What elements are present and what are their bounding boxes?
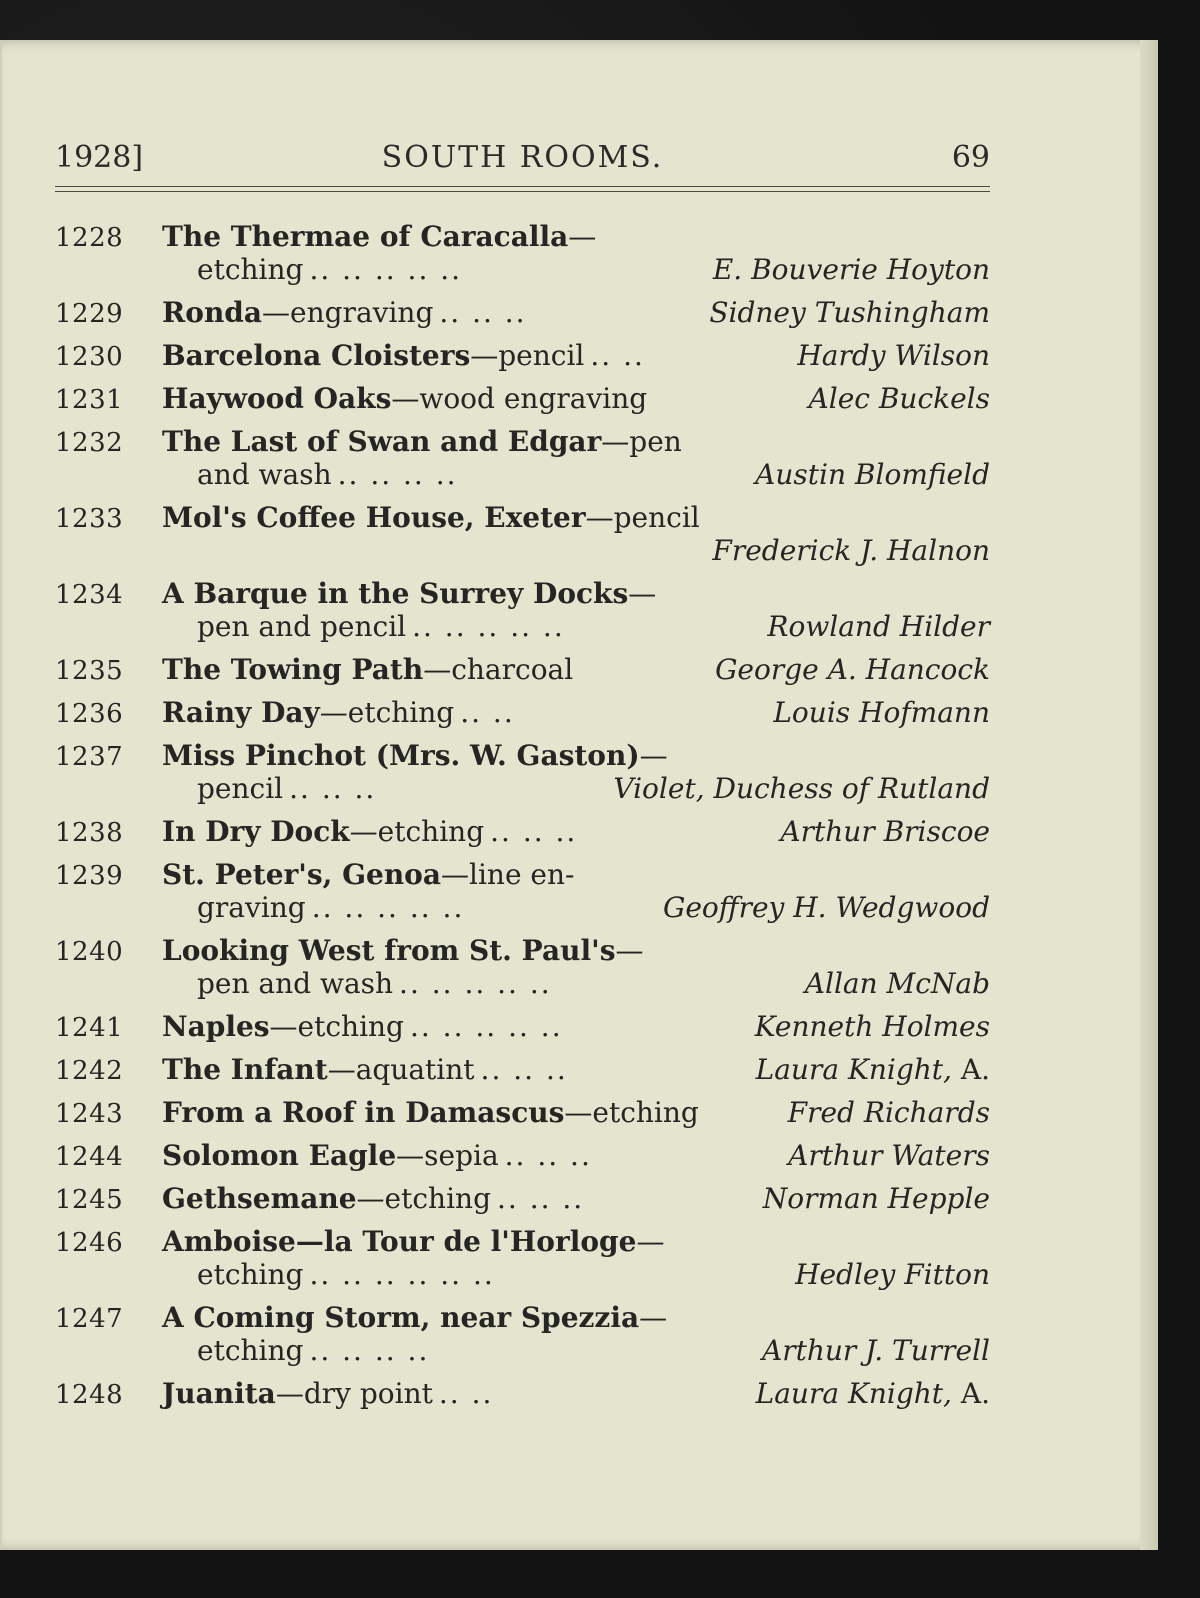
entry-medium: engraving [290,296,434,329]
entry-line [197,534,990,567]
artist-name: Geoffrey H. Wedgwood [662,891,990,924]
entry-title: The Infant [162,1053,328,1086]
entry-line [197,1334,990,1367]
leader-dots: .. .. [460,696,515,729]
artist-name: Austin Blomfield [755,458,990,491]
em-dash: — [423,653,452,686]
entry-line [162,1096,990,1129]
leader-dots: .. .. .. .. .. [311,891,465,924]
catalogue-entry [55,425,990,491]
em-dash: — [262,296,291,329]
artist-name: Norman Hepple [762,1182,990,1215]
entry-line [162,577,990,610]
entry-line [162,858,990,891]
entry-line [197,610,990,643]
header-title: SOUTH ROOMS. [381,140,664,175]
catalogue-list [55,220,990,1410]
entry-number: 1231 [55,385,124,415]
entry-artist [756,1377,990,1410]
catalogue-entry [55,696,990,729]
leader-dots: .. .. .. .. [309,1334,430,1367]
entry-number: 1235 [55,656,124,686]
artist-name: Arthur Briscoe [780,815,990,848]
entry-line [162,1301,990,1334]
entry-number: 1237 [55,742,124,772]
artist-name: Alec Buckels [808,382,990,415]
entry-number: 1247 [55,1304,124,1334]
leader-dots: .. .. .. [289,772,377,805]
entry-artist [663,891,990,924]
entry-line [162,339,990,372]
entry-line [197,253,990,286]
entry-line [197,891,990,924]
catalogue-entry [55,739,990,805]
artist-name: Hedley Fitton [795,1258,990,1291]
entry-number: 1239 [55,861,124,891]
entry-number: 1248 [55,1380,124,1410]
leader-dots: .. .. .. .. [337,458,458,491]
entry-medium: graving [197,891,306,924]
entry-line [162,382,990,415]
em-dash: — [470,339,499,372]
entry-medium-part: pen [629,425,682,458]
header-rule-top [55,186,990,187]
entry-title: Juanita [162,1377,276,1410]
em-dash: — [327,1053,356,1086]
em-dash: — [585,501,614,534]
catalogue-entry [55,296,990,329]
catalogue-entry [55,1053,990,1086]
entry-medium: pen and pencil [197,610,407,643]
catalogue-entry [55,382,990,415]
page-edge [1140,40,1158,1550]
running-header [55,140,990,180]
entry-medium: etching [197,1258,304,1291]
entry-artist [713,253,990,286]
em-dash: — [564,1096,593,1129]
entry-line [162,425,990,458]
entry-number: 1234 [55,580,124,610]
header-year: 1928] [55,140,144,175]
entry-medium: etching [384,1182,491,1215]
entry-number: 1246 [55,1228,124,1258]
entry-line [162,934,990,967]
entry-number: 1236 [55,699,124,729]
entry-medium: etching [592,1096,699,1129]
entry-title: In Dry Dock [162,815,350,848]
catalogue-entry [55,577,990,643]
entry-artist [762,1334,990,1367]
artist-name: Arthur Waters [788,1139,990,1172]
catalogue-entry [55,1182,990,1215]
artist-name: Laura Knight, [755,1377,952,1410]
entry-title: Rainy Day [162,696,320,729]
artist-name: E. Bouverie Hoyton [712,253,990,286]
entry-artist [805,967,990,1000]
entry-artist [613,772,990,805]
artist-name: Fred Richards [787,1096,990,1129]
artist-name: Sidney Tushingham [709,296,990,329]
entry-medium: etching [377,815,485,848]
catalogue-entry [55,858,990,924]
entry-artist [709,296,990,329]
entry-medium: pencil [498,339,585,372]
entry-medium: dry point [303,1377,433,1410]
entry-number: 1242 [55,1056,124,1086]
leader-dots [700,501,706,534]
leader-dots: .. .. .. [504,1139,592,1172]
em-dash: — [601,425,630,458]
entry-number: 1243 [55,1099,124,1129]
em-dash: — [441,858,470,891]
leader-dots: .. .. .. [480,1053,568,1086]
entry-line [162,220,990,253]
entry-number: 1233 [55,504,124,534]
leader-dots: .. .. [438,1377,494,1410]
artist-name: Arthur J. Turrell [761,1334,990,1367]
entry-title: Amboise—la Tour de l'Horloge [162,1225,637,1258]
catalogue-entry [55,1139,990,1172]
catalogue-entry [55,1377,990,1410]
entry-line [162,1010,990,1043]
entry-number: 1230 [55,342,124,372]
catalogue-entry [55,339,990,372]
entry-artist [773,696,990,729]
entry-title: Gethsemane [162,1182,357,1215]
entry-medium: wood engraving [419,382,648,415]
catalogue-entry [55,815,990,848]
page-number: 69 [951,140,990,175]
leader-dots: .. .. .. [497,1182,585,1215]
em-dash: — [615,934,644,967]
entry-medium-part: line en- [469,858,575,891]
entry-line [162,1139,990,1172]
entry-artist [712,534,990,567]
entry-artist [763,1182,990,1215]
header-rule-bottom [55,191,990,192]
entry-number: 1228 [55,223,124,253]
artist-name: Laura Knight, [755,1053,952,1086]
artist-honour: A. [960,1377,990,1410]
entry-artist [788,1139,990,1172]
entry-title: From a Roof in Damascus [162,1096,565,1129]
em-dash: — [356,1182,385,1215]
entry-line [162,1182,990,1215]
entry-line [162,739,990,772]
entry-artist [767,610,990,643]
em-dash: — [269,1010,298,1043]
entry-medium: charcoal [451,653,574,686]
catalogue-entry [55,1010,990,1043]
entry-title: Solomon Eagle [162,1139,397,1172]
entry-artist [780,815,990,848]
catalogue-entry [55,501,990,567]
em-dash: — [391,382,420,415]
entry-line [197,1258,990,1291]
entry-line [197,458,990,491]
leader-dots: .. .. [590,339,645,372]
entry-artist [715,653,990,686]
em-dash: — [639,1301,668,1334]
entry-line [162,501,990,534]
entry-artist [809,382,990,415]
artist-name: Kenneth Holmes [754,1010,990,1043]
entry-number: 1232 [55,428,124,458]
artist-honour: A. [960,1053,990,1086]
entry-line [162,696,990,729]
entry-medium: etching [297,1010,404,1043]
leader-dots: .. .. .. .. .. .. [309,1258,495,1291]
artist-name: Louis Hofmann [773,696,990,729]
entry-artist [788,1096,990,1129]
em-dash: — [275,1377,304,1410]
leader-dots: .. .. .. .. .. [412,610,565,643]
entry-title: St. Peter's, Genoa [162,858,442,891]
entry-line [197,967,990,1000]
entry-medium: etching [347,696,455,729]
entry-title: Barcelona Cloisters [162,339,471,372]
entry-medium: aquatint [355,1053,475,1086]
em-dash: — [568,220,597,253]
entry-medium: pen and wash [197,967,394,1000]
em-dash: — [639,739,668,772]
catalogue-entry [55,653,990,686]
entry-number: 1238 [55,818,124,848]
entry-artist [797,339,990,372]
entry-title: A Barque in the Surrey Docks [162,577,629,610]
artist-name: Hardy Wilson [797,339,990,372]
entry-title: Naples [162,1010,270,1043]
artist-name: Rowland Hilder [767,610,990,643]
leader-dots [573,653,579,686]
catalogue-entry [55,1301,990,1367]
entry-artist [756,1053,990,1086]
entry-line [162,1053,990,1086]
em-dash: — [628,577,657,610]
entry-title: Mol's Coffee House, Exeter [162,501,586,534]
entry-number: 1244 [55,1142,124,1172]
leader-dots: .. .. .. .. .. [409,1010,563,1043]
artist-name: Allan McNab [804,967,990,1000]
entry-line [162,296,990,329]
leader-dots: .. .. .. .. .. [399,967,552,1000]
leader-dots [647,382,653,415]
entry-line [162,815,990,848]
entry-artist [755,1010,990,1043]
entry-medium: etching [197,253,304,286]
entry-medium: and wash [197,458,332,491]
entry-title: Haywood Oaks [162,382,392,415]
artist-name: Frederick J. Halnon [712,534,990,567]
entry-number: 1245 [55,1185,124,1215]
entry-artist [795,1258,990,1291]
entry-title: A Coming Storm, near Spezzia [162,1301,640,1334]
em-dash: — [319,696,348,729]
entry-line [197,772,990,805]
entry-line [162,1225,990,1258]
artist-name: Violet, Duchess of Rutland [613,772,990,805]
em-dash: — [636,1225,665,1258]
catalogue-entry [55,1096,990,1129]
entry-title: The Last of Swan and Edgar [162,425,602,458]
entry-line [162,1377,990,1410]
entry-medium: pencil [613,501,700,534]
entry-line [162,653,990,686]
em-dash: — [396,1139,425,1172]
entry-number: 1229 [55,299,124,329]
leader-dots: .. .. .. [490,815,578,848]
entry-title: Ronda [162,296,263,329]
entry-number: 1241 [55,1013,124,1043]
entry-medium: etching [197,1334,304,1367]
entry-title: Looking West from St. Paul's [162,934,616,967]
entry-medium: pencil [197,772,284,805]
entry-title: The Thermae of Caracalla [162,220,569,253]
entry-artist [755,458,990,491]
catalogue-entry [55,1225,990,1291]
leader-dots: .. .. .. [439,296,527,329]
leader-dots [699,1096,705,1129]
catalogue-entry [55,220,990,286]
catalogue-entry [55,934,990,1000]
leader-dots: .. .. .. .. .. [309,253,463,286]
entry-number: 1240 [55,937,124,967]
entry-title: The Towing Path [162,653,424,686]
em-dash: — [349,815,378,848]
artist-name: George A. Hancock [715,653,990,686]
entry-medium: sepia [424,1139,499,1172]
entry-title: Miss Pinchot (Mrs. W. Gaston) [162,739,640,772]
